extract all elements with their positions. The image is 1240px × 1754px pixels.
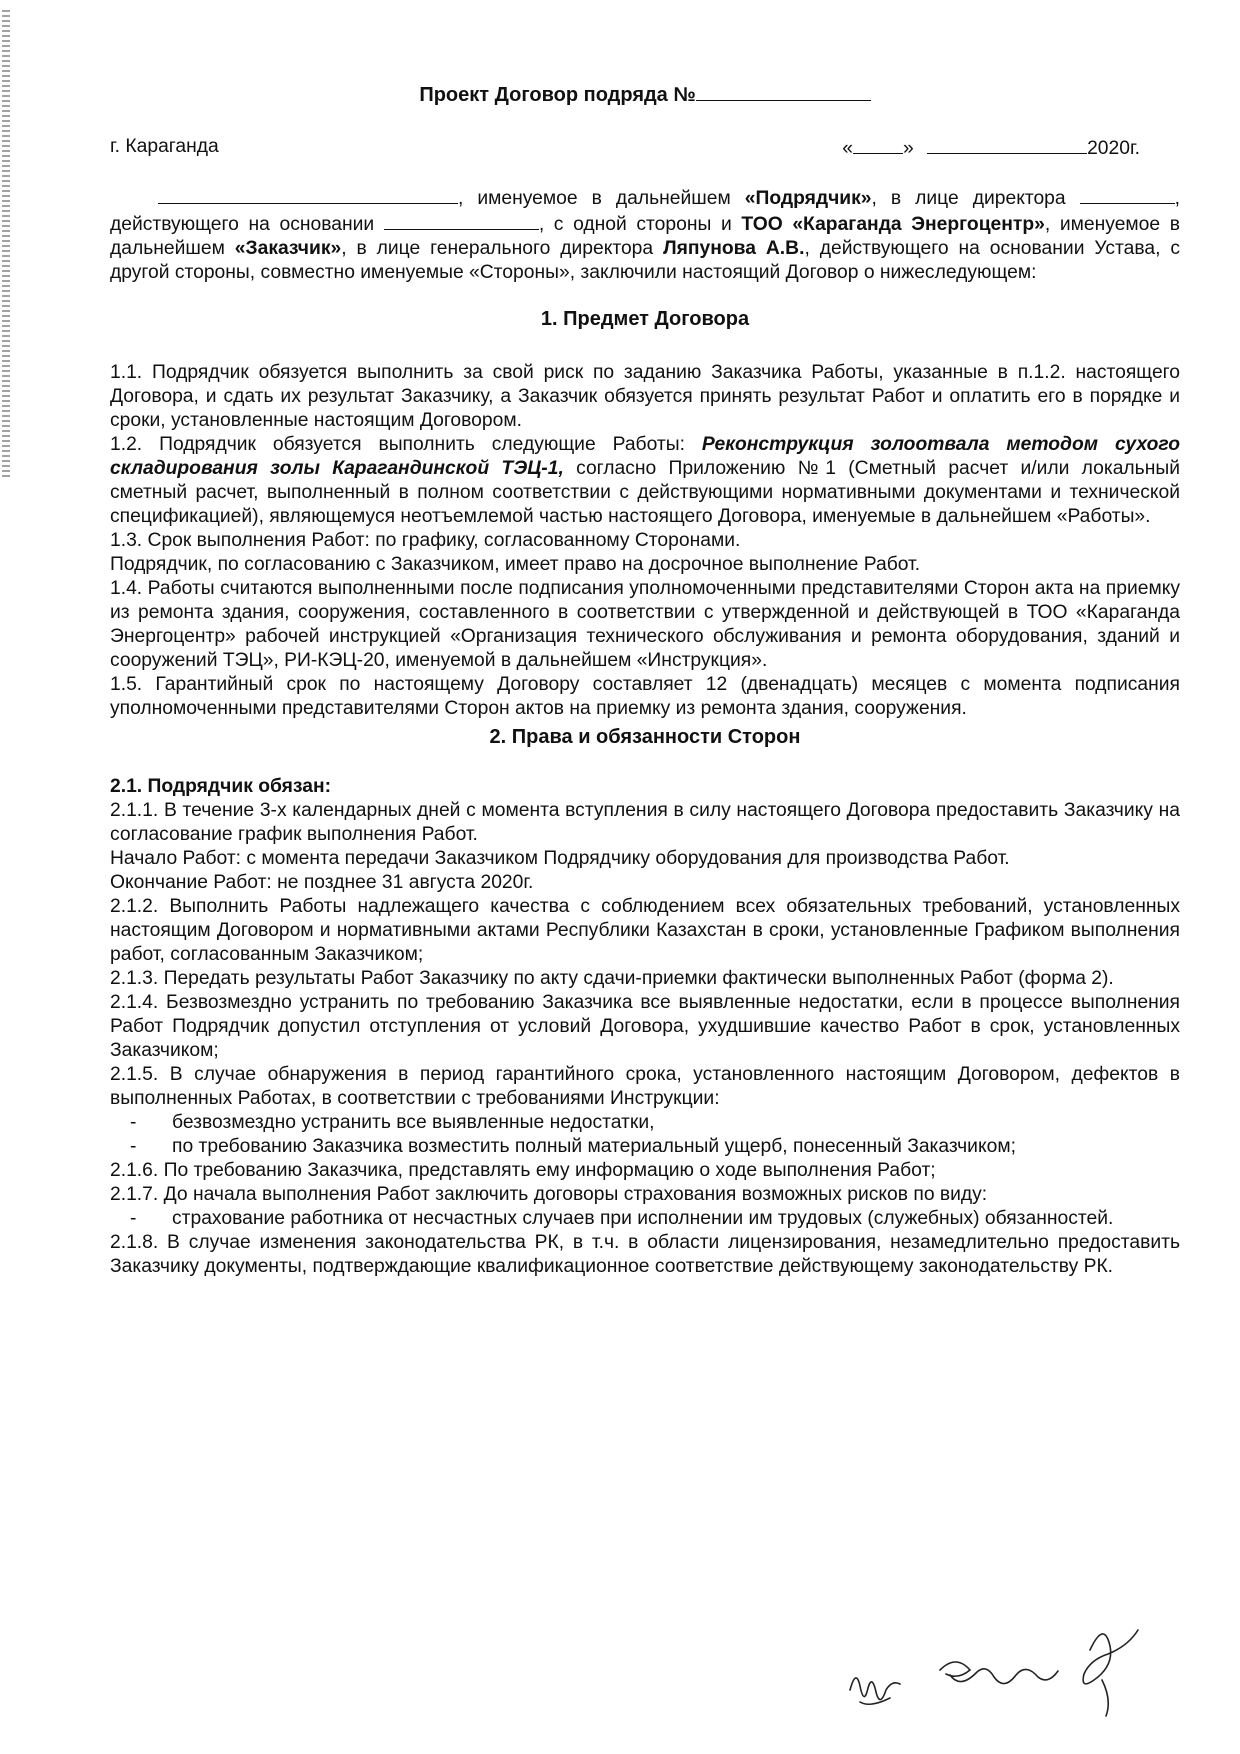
clause-1-4: 1.4. Работы считаются выполненными после подписания уполномоченными представителями Сторон акта на приемку из ремонта здания, сооружения, составленного в соответствии с утвержденной и действующей в ТОО «Караганда Энергоцентр» рабочей инструкцией «Организация технического обслуживания и ремонта оборудования, зданий и сооружений ТЭЦ», РИ-КЭЦ-20, именуемой в дальнейшем «Инструкция». [110, 578, 1180, 671]
date-open-quote: « [842, 138, 853, 159]
city: г. Караганда [110, 136, 219, 157]
clause-2-1-8: 2.1.8. В случае изменения законодательства РК, в т.ч. в области лицензирования, незамедлительно предоставить Заказчику документы, подтверждающие квалификационное соответствие действующему законодательству РК. [110, 1232, 1180, 1277]
day-blank [853, 135, 903, 154]
contractor-term: «Подрядчик» [744, 188, 872, 209]
preamble-text-d: , с одной стороны и [538, 214, 742, 235]
handwritten-signatures [840, 1620, 1170, 1720]
contract-date [842, 135, 1140, 161]
clause-2-1-heading: 2.1. Подрядчик обязан: [110, 776, 332, 797]
city-date-line [110, 135, 1180, 161]
preamble-text-b: , в лице директора [871, 188, 1080, 209]
work-end: Окончание Работ: не позднее 31 августа 2020г. [110, 872, 534, 893]
list-item: - страхование работника от несчастных случаев при исполнении им трудовых (служебных) обязанностей. [110, 1207, 1180, 1231]
preamble [110, 185, 1180, 285]
clause-1-2 [110, 433, 1180, 529]
work-start: Начало Работ: с момента передачи Заказчиком Подрядчику оборудования для производства Работ. [110, 848, 1010, 869]
basis-blank [384, 211, 539, 230]
section-1-title: 1. Предмет Договора [540, 308, 750, 330]
clause-2-1-5: 2.1.5. В случае обнаружения в период гарантийного срока, установленного настоящим Договором, дефектов в выполненных Работах, в соответствии с требованиями Инструкции: [110, 1064, 1180, 1109]
clause-2-1-6: 2.1.6. По требованию Заказчика, представлять ему информацию о ходе выполнения Работ; [110, 1160, 936, 1181]
clause-1-5: 1.5. Гарантийный срок по настоящему Договору составляет 12 (двенадцать) месяцев с момента подписания уполномоченными представителями Сторон актов на приемку из ремонта здания, сооружения. [110, 674, 1180, 719]
scan-edge-artifact [2, 10, 10, 480]
clause-2-1-4: 2.1.4. Безвозмездно устранить по требованию Заказчика все выявленные недостатки, если в процессе выполнения Работ Подрядчик допустил отступления от условий Договора, ухудшившие качество Работ в срок, установленных Заказчиком; [110, 992, 1180, 1061]
preamble-text-c: , действующего на основании [110, 188, 1180, 235]
preamble-text-a: , именуемое в дальнейшем [458, 188, 745, 209]
preamble-text-g: , действующего на основании Устава, с другой стороны, совместно именуемые «Стороны», заключили настоящий Договор о нижеследующем: [110, 238, 1181, 283]
contract-number-blank [696, 80, 871, 101]
clause-1-3-early: Подрядчик, по согласованию с Заказчиком, имеет право на досрочное выполнение Работ. [110, 554, 921, 575]
clause-1-1: 1.1. Подрядчик обязуется выполнить за свой риск по заданию Заказчика Работы, указанные в п.1.2. настоящего Договора, и сдать их результат Заказчику, а Заказчик обязуется принять результат Работ и оплатить его в порядке и сроки, установленные настоящим Договором. [110, 362, 1180, 431]
customer-term: «Заказчик» [234, 238, 342, 259]
date-close-quote: » [902, 138, 914, 159]
customer-company: ТОО «Караганда Энергоцентр» [741, 214, 1045, 235]
section-2-title: 2. Права и обязанности Сторон [489, 726, 801, 748]
clause-1-3: 1.3. Срок выполнения Работ: по графику, согласованному Сторонами. [110, 530, 741, 551]
preamble-text-e: , именуемое в дальнейшем [110, 214, 1180, 259]
clause-1-2-text-b: согласно Приложению №1 (Сметный расчет и/или локальный сметный расчет, выполненный в полном соответствии с действующими нормативными документами и технической спецификацией), являющемуся неотъемлемой частью настоящего Договора, именуемые в дальнейшем «Работы». [110, 458, 1180, 527]
director-name: Ляпунова А.В. [663, 238, 805, 259]
clause-2-1-1: 2.1.1. В течение 3-х календарных дней с момента вступления в силу настоящего Договора предоставить Заказчику на согласование график выполнения Работ. [110, 800, 1180, 845]
contract-page [110, 80, 1180, 1279]
clause-2-1-7: 2.1.7. До начала выполнения Работ заключить договоры страхования возможных рисков по виду: [110, 1184, 988, 1205]
work-description: Реконструкция золоотвала методом сухого складирования золы Карагандинской ТЭЦ-1, [110, 434, 1180, 479]
preamble-text-f: , в лице генерального директора [341, 238, 664, 259]
clause-2-1-3: 2.1.3. Передать результаты Работ Заказчику по акту сдачи-приемки фактически выполненных Работ (форма 2). [110, 968, 1114, 989]
list-item: - по требованию Заказчика возместить полный материальный ущерб, понесенный Заказчиком; [110, 1135, 1180, 1159]
clause-2-1-5-list [110, 1111, 1180, 1159]
clause-2-1-2: 2.1.2. Выполнить Работы надлежащего качества с соблюдением всех обязательных требований, установленных настоящим Договором и нормативными актами Республики Казахстан в сроки, установленные Графиком выполнения работ, согласованным Заказчиком; [110, 896, 1180, 965]
document-title-text: Проект Договор подряда № [419, 84, 696, 106]
director-name-blank [1080, 185, 1175, 204]
month-blank [927, 135, 1087, 154]
list-item: - безвозмездно устранить все выявленные недостатки, [110, 1111, 1180, 1135]
clause-1-2-text-a: 1.2. Подрядчик обязуется выполнить следующие Работы: [110, 434, 702, 455]
contractor-name-blank [158, 185, 458, 204]
document-title [110, 80, 1180, 107]
date-year: 2020г. [1087, 138, 1140, 159]
clause-2-1-7-list [110, 1207, 1180, 1231]
